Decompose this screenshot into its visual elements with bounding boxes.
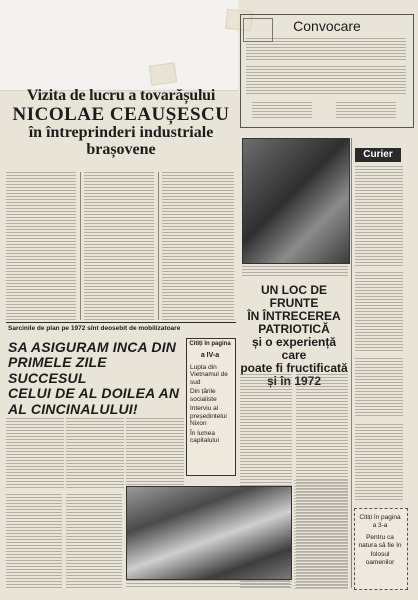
tape-strip: [149, 62, 178, 85]
article-column: [6, 172, 76, 320]
index-item: Interviu al președintelui Nixon: [190, 405, 227, 428]
promo-line: Pentru ca natura să fie în folosul oamenilor: [358, 534, 402, 566]
article-column: [6, 418, 64, 488]
headline-line: PRIMELE ZILE SUCCESUL: [8, 354, 107, 386]
curier-text: [355, 424, 403, 502]
curier-label: Curier: [355, 148, 401, 162]
headline-line: poate fi fructificată: [240, 360, 348, 375]
promo-line: Citiți în pagina: [359, 514, 401, 521]
article-column: [126, 418, 184, 488]
index-list: [190, 364, 234, 447]
headline-line: AL CINCINALULUI!: [8, 400, 138, 417]
headline-line: în întreprinderi industriale: [28, 123, 214, 141]
photo-caption: [242, 266, 348, 276]
headline-line: SA ASIGURAM INCA DIN: [8, 339, 177, 355]
right-headline: [238, 284, 350, 388]
column-divider: [80, 172, 81, 320]
index-item: Din țările socialiste: [190, 388, 217, 403]
article-column: [66, 494, 122, 590]
convocare-title: Convocare: [293, 18, 361, 34]
column-divider: [158, 172, 159, 320]
convocare-text: [246, 38, 406, 60]
headline-line: și o experiență care: [251, 334, 337, 362]
photo-caption: [126, 580, 290, 588]
laboratory-photo: [126, 486, 292, 580]
convocare-text: [246, 66, 406, 96]
article-column: [66, 418, 124, 488]
subheadline: Sarcinile de plan pe 1972 sînt deosebit de mobilizatoare: [8, 325, 181, 332]
headline-line: ÎN ÎNTRECEREA: [247, 308, 341, 323]
headline-line: Vizita de lucru a tovarășului: [26, 87, 216, 104]
index-item: În lumea capitalului: [190, 429, 219, 445]
curier-text: [355, 358, 403, 418]
index-page: a IV-a: [200, 352, 220, 359]
convocare-signature: [252, 102, 312, 118]
blank-paper-area: [0, 0, 238, 91]
factory-worker-photo: [242, 138, 350, 264]
main-headline: [6, 88, 236, 158]
section-rule: [6, 322, 236, 323]
curier-text: [355, 272, 403, 352]
column-divider: [351, 138, 352, 588]
index-item: Lupta din Vietnamul de sud: [190, 364, 228, 386]
big-headline: [8, 340, 184, 417]
article-column: [6, 494, 62, 590]
article-column: [162, 172, 234, 320]
article-column: [84, 172, 154, 320]
headline-line: CELUI DE AL DOILEA AN: [8, 385, 180, 402]
promo-line: a 3-a: [372, 522, 388, 530]
headline-line: PATRIOTICĂ: [258, 321, 330, 336]
article-column: [294, 480, 348, 590]
convocare-signature: [336, 102, 396, 118]
curier-text: [355, 166, 403, 266]
headline-line: UN LOC DE FRUNTE: [261, 283, 327, 310]
headline-line: NICOLAE CEAUȘESCU: [12, 103, 230, 125]
promo-text: [356, 514, 404, 567]
headline-line: și în 1972: [266, 373, 322, 388]
index-title: Citiți în pagina: [189, 341, 231, 347]
headline-line: brașovene: [86, 140, 156, 158]
